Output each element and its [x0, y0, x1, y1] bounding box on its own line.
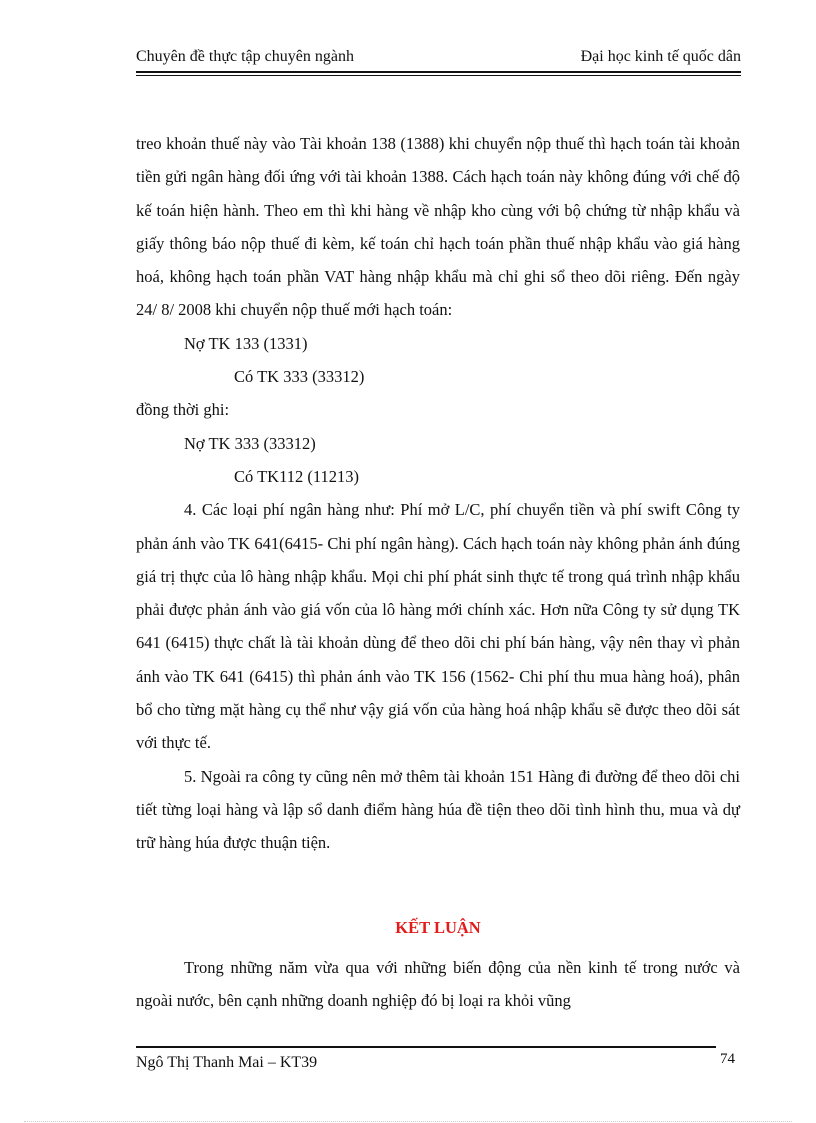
conclusion-heading: KẾT LUẬN — [395, 918, 481, 937]
footer-author: Ngô Thị Thanh Mai – KT39 — [136, 1054, 318, 1071]
conclusion-body — [136, 951, 740, 1018]
also-record-label: đồng thời ghi: — [136, 400, 230, 420]
header-right-title: Đại học kinh tế quốc dân — [580, 48, 741, 65]
conclusion-paragraph: Trong những năm vừa qua với những biến động của nền kinh tế trong nước và ngoài nước, bên cạnh những doanh nghiệp đó bị loại ra khỏi vũng — [136, 958, 740, 1011]
paragraph-item-4: 4. Các loại phí ngân hàng như: Phí mở L/C, phí chuyển tiền và phí swift Công ty phản ánh vào TK 641(6415- Chi phí ngân hàng). Cách hạch toán này không phản ánh đúng giá trị thực của lô hàng nhập khẩu. Mọi chi phí phát sinh thực tế trong quá trình nhập khẩu phải được phản ánh vào giá vốn của lô hàng mới chính xác. Hơn nữa Công ty sử dụng TK 641 (6415) thực chất là tài khoản dùng để theo dõi chi phí bán hàng, vậy nên thay vì phản ánh vào TK 641 (6415) thì phản ánh vào TK 156 (1562- Chi phí thu mua hàng hoá), phân bổ cho từng mặt hàng cụ thể như vậy giá vốn của hàng hoá nhập khẩu sẽ được theo dõi sát với thực tế. — [136, 500, 740, 753]
journal-entry-debit-2: Nợ TK 333 (33312) — [184, 433, 316, 453]
paragraph-item-5: 5. Ngoài ra công ty cũng nên mở thêm tài khoản 151 Hàng đi đường để theo dõi chi tiết từng loại hàng và lập sổ danh điểm hàng húa đề tiện theo dõi tình hình thu, mua và dự trữ hàng húa được thuận tiện. — [136, 766, 740, 853]
header-left-title: Chuyên đề thực tập chuyên ngành — [136, 48, 354, 65]
journal-entry-debit-1: Nợ TK 133 (1331) — [184, 333, 308, 353]
journal-entry-credit-2: Có TK112 (11213) — [234, 466, 359, 486]
journal-entry-credit-1: Có TK 333 (33312) — [234, 367, 365, 387]
header-rule-thin — [136, 75, 741, 76]
footer-rule — [136, 1046, 716, 1048]
page-header — [136, 48, 741, 70]
header-rule-thick — [136, 71, 741, 73]
document-body — [136, 127, 740, 860]
page-number: 74 — [720, 1051, 735, 1067]
page-bottom-border — [24, 1121, 792, 1122]
paragraph-continuation: treo khoản thuế này vào Tài khoản 138 (1388) khi chuyển nộp thuế thì hạch toán tài khoản tiền gửi ngân hàng đối ứng với tài khoản 1388. Cách hạch toán này không đúng với chế độ kế toán hiện hành. Theo em thì khi hàng về nhập kho cùng với bộ chứng từ nhập khẩu và giấy thông báo nộp thuế đi kèm, kế toán chỉ hạch toán phần thuế nhập khẩu vào giá hàng hoá, không hạch toán phần VAT hàng nhập khẩu mà chỉ ghi sổ theo dõi riêng. Đến ngày 24/ 8/ 2008 khi chuyển nộp thuế mới hạch toán: — [136, 134, 740, 320]
